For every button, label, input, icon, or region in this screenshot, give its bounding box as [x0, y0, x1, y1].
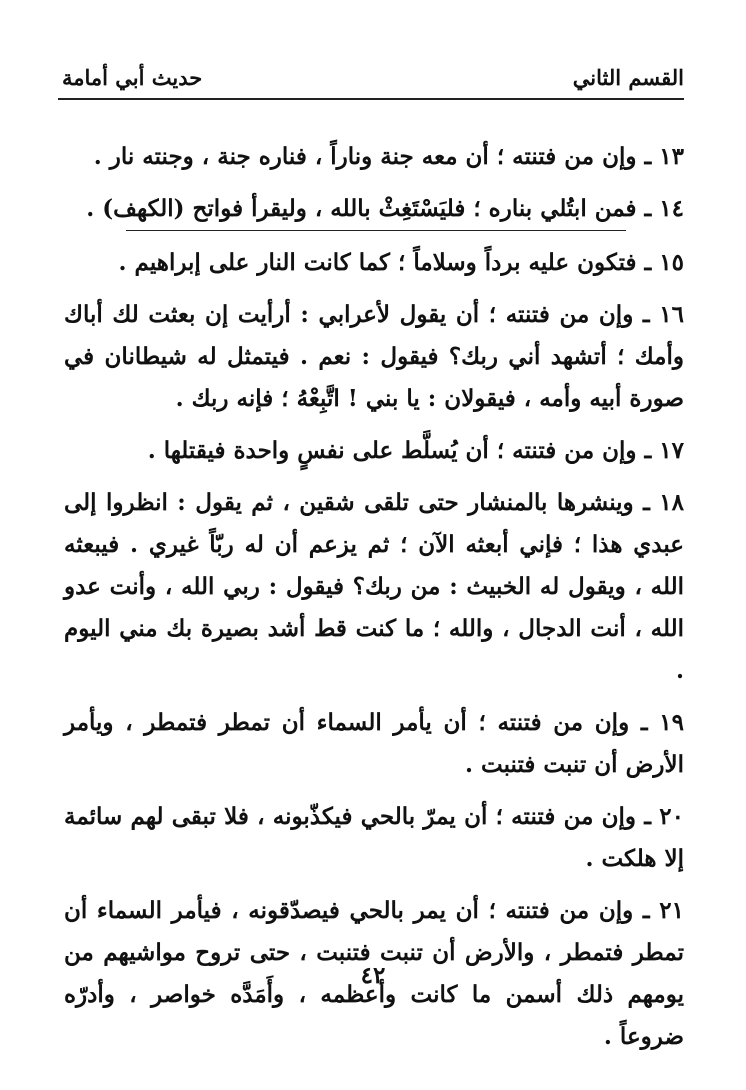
paragraph-17: ١٧ ـ وإن من فتنته ؛ أن يُسلَّط على نفسٍ واحدة فيقتلها .	[147, 437, 684, 464]
paragraph-15: ١٥ ـ فتكون عليه برداً وسلاماً ؛ كما كانت النار على إبراهيم .	[118, 249, 684, 276]
page-number: ٤٢	[360, 962, 386, 989]
paragraph-14: ١٤ ـ فمن ابتُلي بناره ؛ فليَسْتَغِثْ بالله ، وليقرأ فواتح (الكهف) .	[86, 195, 684, 222]
header-divider	[58, 98, 684, 100]
paragraph-16: ١٦ ـ وإن من فتنته ؛ أن يقول لأعرابي : أرأيت إن بعثت لك أباك وأمك ؛ أتشهد أني ربك؟ فيقول : نعم . فيتمثل له شيطانان في صورة أبيه وأمه ، فيقولان : يا بني ! اتَّبِعْهُ ؛ فإنه ربك .	[64, 301, 684, 412]
chapter-title: حديث أبي أمامة	[62, 64, 203, 90]
paragraph-20: ٢٠ ـ وإن من فتنته ؛ أن يمرّ بالحي فيكذّبونه ، فلا تبقى لهم سائمة إلا هلكت .	[64, 803, 684, 872]
separator-line	[126, 230, 626, 231]
running-header	[62, 62, 684, 92]
paragraph-19: ١٩ ـ وإن من فتنته ؛ أن يأمر السماء أن تمطر فتمطر ، ويأمر الأرض أن تنبت فتنبت .	[64, 709, 684, 778]
paragraph-18: ١٨ ـ وينشرها بالمنشار حتى تلقى شقين ، ثم يقول : انظروا إلى عبدي هذا ؛ فإني أبعثه الآن ؛ ثم يزعم أن له ربّاً غيري . فيبعثه الله ، ويقول له الخبيث : من ربك؟ فيقول : ربي الله ، وأنت عدو الله ، أنت الدجال ، والله ؛ ما كنت قط أشد بصيرة بك مني اليوم .	[64, 489, 684, 684]
paragraph-21: ٢١ ـ وإن من فتنته ؛ أن يمر بالحي فيصدّقونه ، فيأمر السماء أن تمطر فتمطر ، والأرض أن تنبت فتنبت ، حتى تروح مواشيهم من يومهم ذلك أسمن ما كانت وأعظمه ، وأَمَدَّه خواصر ، وأدرّه ضروعاً .	[64, 897, 684, 1050]
section-title: القسم الثاني	[572, 64, 684, 90]
paragraph-13: ١٣ ـ وإن من فتنته ؛ أن معه جنة وناراً ، فناره جنة ، وجنته نار .	[93, 143, 684, 170]
body-text	[64, 136, 684, 1068]
